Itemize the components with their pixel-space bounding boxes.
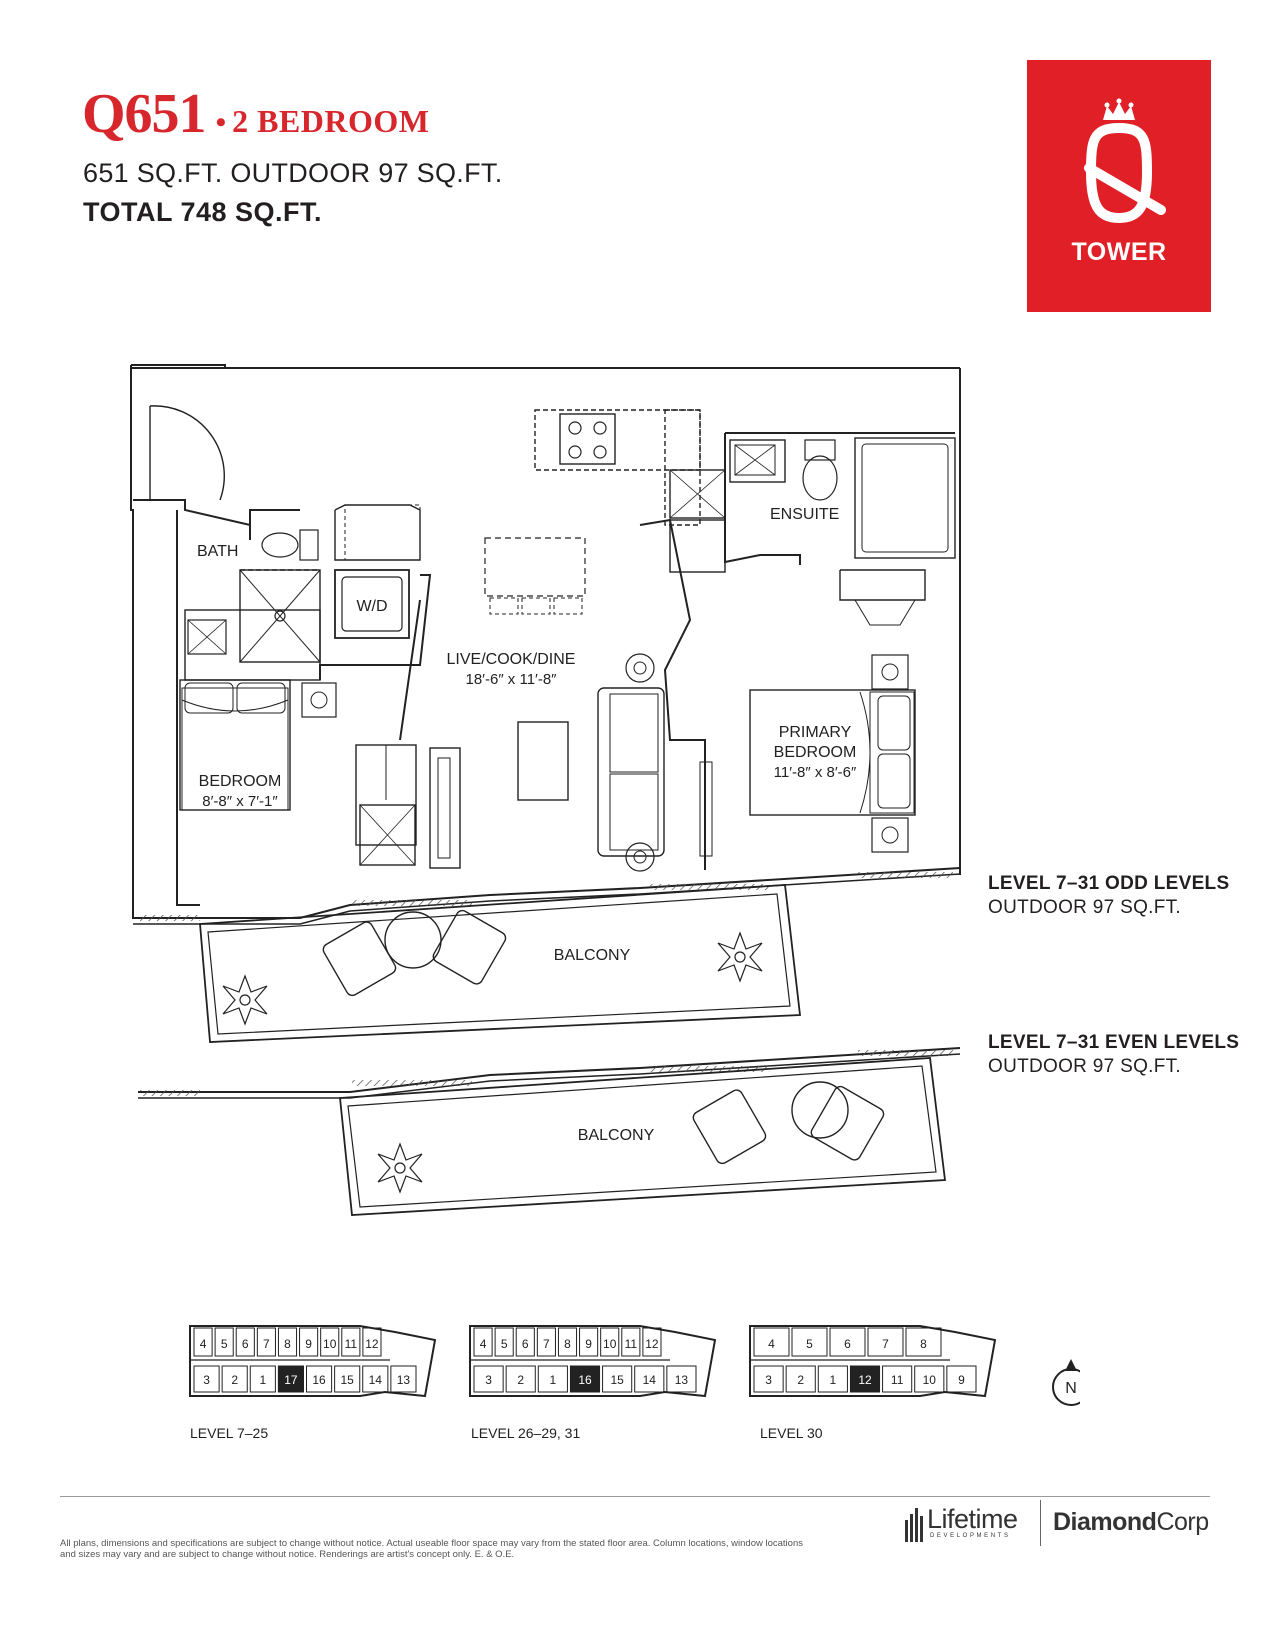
odd-levels-heading: LEVEL 7–31 ODD LEVELS bbox=[988, 873, 1230, 894]
diamondcorp-rest: Corp bbox=[1156, 1508, 1209, 1536]
key-plan-unit-number: 6 bbox=[844, 1337, 851, 1351]
key-plan-unit-number: 12 bbox=[365, 1337, 379, 1351]
balcony-odd-label: BALCONY bbox=[553, 947, 631, 964]
key-plan-unit-number: 9 bbox=[958, 1373, 965, 1387]
balcony-odd bbox=[200, 885, 800, 1042]
odd-levels-outdoor: OUTDOOR 97 SQ.FT. bbox=[988, 897, 1182, 918]
diamondcorp-logo bbox=[1053, 1508, 1209, 1537]
key-plan-unit-number: 3 bbox=[485, 1373, 492, 1387]
key-plan-unit-number: 9 bbox=[585, 1337, 592, 1351]
balcony-even-label: BALCONY bbox=[577, 1127, 655, 1144]
window-wall-even bbox=[138, 1048, 960, 1098]
key-plan-1 bbox=[190, 1326, 435, 1396]
key-plan-unit-number: 16 bbox=[312, 1373, 326, 1387]
key-plan-unit-number: 2 bbox=[231, 1373, 239, 1387]
area-line: 651 SQ.FT. OUTDOOR 97 SQ.FT. bbox=[83, 158, 503, 188]
building-icon bbox=[903, 1508, 925, 1542]
key-plan-unit-number: 10 bbox=[323, 1337, 337, 1351]
key-plan-unit-number: 7 bbox=[543, 1337, 550, 1351]
logo-divider bbox=[1040, 1500, 1041, 1546]
lifetime-sub: DEVELOPMENTS bbox=[930, 1533, 1011, 1539]
key-plan-unit-number: 12 bbox=[858, 1373, 872, 1387]
key-plan-unit-number: 8 bbox=[564, 1337, 571, 1351]
footer-divider bbox=[60, 1496, 1210, 1497]
key-plan-unit-number: 4 bbox=[768, 1337, 775, 1351]
key-plan-unit-number: 5 bbox=[220, 1337, 228, 1351]
key-plan-unit-number: 8 bbox=[920, 1337, 927, 1351]
bedroom-dim: 8′-8″ x 7′-1″ bbox=[202, 793, 278, 810]
key-plan-unit-number: 14 bbox=[642, 1373, 656, 1387]
key-plan-unit-number: 3 bbox=[765, 1373, 772, 1387]
compass-letter: N bbox=[1065, 1380, 1077, 1397]
key-plan-unit-number: 3 bbox=[203, 1373, 210, 1387]
key-plan-unit-number: 11 bbox=[344, 1337, 358, 1351]
key-plan-unit-number: 6 bbox=[241, 1337, 249, 1351]
key-plan-unit-number: 4 bbox=[199, 1337, 207, 1351]
primary-bedroom-label-1: PRIMARY bbox=[778, 724, 852, 741]
live-cook-dine-label: LIVE/COOK/DINE bbox=[446, 651, 576, 668]
primary-bedroom-label-2: BEDROOM bbox=[773, 744, 857, 761]
diamondcorp-bold: Diamond bbox=[1053, 1508, 1157, 1536]
key-plan-unit-number: 8 bbox=[284, 1337, 291, 1351]
key-plan-unit-number: 5 bbox=[500, 1337, 508, 1351]
even-levels-heading: LEVEL 7–31 EVEN LEVELS bbox=[988, 1032, 1240, 1053]
key-plan-drawings bbox=[190, 1326, 995, 1396]
key-plan-unit-number: 2 bbox=[797, 1373, 805, 1387]
live-cook-dine-dim: 18′-6″ x 11′-8″ bbox=[465, 671, 557, 688]
compass bbox=[1053, 1359, 1080, 1405]
key-plan-unit-number: 10 bbox=[603, 1337, 617, 1351]
key-plan-unit-number: 2 bbox=[517, 1373, 525, 1387]
unit-code: Q651 bbox=[82, 83, 206, 145]
window-wall-odd bbox=[133, 868, 960, 924]
key-plan-unit-number: 9 bbox=[305, 1337, 312, 1351]
total-area-line: TOTAL 748 SQ.FT. bbox=[83, 197, 323, 227]
key-plan-unit-number: 1 bbox=[829, 1373, 837, 1387]
key-plan-unit-number: 1 bbox=[259, 1373, 267, 1387]
key-plan-unit-number: 13 bbox=[674, 1373, 689, 1387]
key-plan-unit-number: 10 bbox=[922, 1373, 936, 1387]
key-plan-unit-number: 6 bbox=[521, 1337, 529, 1351]
key-plan-unit-number: 7 bbox=[882, 1337, 889, 1351]
unit-walls bbox=[131, 365, 960, 918]
bath-label: BATH bbox=[197, 543, 239, 560]
key-plan-unit-number: 15 bbox=[610, 1373, 624, 1387]
key-plan-unit-number: 15 bbox=[340, 1373, 354, 1387]
key-plan-unit-number: 7 bbox=[263, 1337, 270, 1351]
key-plan-label-3: LEVEL 30 bbox=[760, 1425, 823, 1441]
key-plan-2 bbox=[470, 1326, 715, 1396]
logo-text: TOWER bbox=[1071, 238, 1167, 266]
key-plan-unit-number: 11 bbox=[890, 1373, 904, 1387]
key-plan-unit-number: 14 bbox=[368, 1373, 382, 1387]
lifetime-logo bbox=[903, 1500, 1033, 1550]
key-plan-label-1: LEVEL 7–25 bbox=[190, 1425, 269, 1441]
key-plan-3 bbox=[750, 1326, 995, 1396]
key-plan-unit-number: 4 bbox=[479, 1337, 487, 1351]
key-plan-unit-number: 12 bbox=[645, 1337, 659, 1351]
wd-label: W/D bbox=[356, 598, 388, 615]
bedroom-label: BEDROOM bbox=[198, 773, 282, 790]
title-separator: • bbox=[215, 106, 227, 139]
key-plan-unit-number: 16 bbox=[578, 1373, 592, 1387]
key-plan-unit-number: 11 bbox=[624, 1337, 638, 1351]
even-levels-outdoor: OUTDOOR 97 SQ.FT. bbox=[988, 1056, 1182, 1077]
key-plan-unit-number: 1 bbox=[549, 1373, 557, 1387]
key-plan-label-2: LEVEL 26–29, 31 bbox=[471, 1425, 581, 1441]
key-plans bbox=[180, 1310, 1080, 1420]
lifetime-name: Lifetime bbox=[927, 1504, 1018, 1534]
unit-type: 2 BEDROOM bbox=[232, 103, 430, 139]
disclaimer: All plans, dimensions and specifications are subject to change without notice. Actual useable floor space may vary from the stated floor area. Column locations, window locations and sizes may vary and are subject to change without notice. Renderings are artist's concept only. E. & O.E. bbox=[60, 1538, 803, 1560]
primary-bedroom-dim: 11′-8″ x 8′-6″ bbox=[773, 764, 857, 781]
key-plan-unit-number: 5 bbox=[806, 1337, 813, 1351]
key-plan-unit-number: 13 bbox=[396, 1373, 411, 1387]
key-plan-unit-number: 17 bbox=[284, 1373, 298, 1387]
ensuite-label: ENSUITE bbox=[770, 506, 840, 523]
